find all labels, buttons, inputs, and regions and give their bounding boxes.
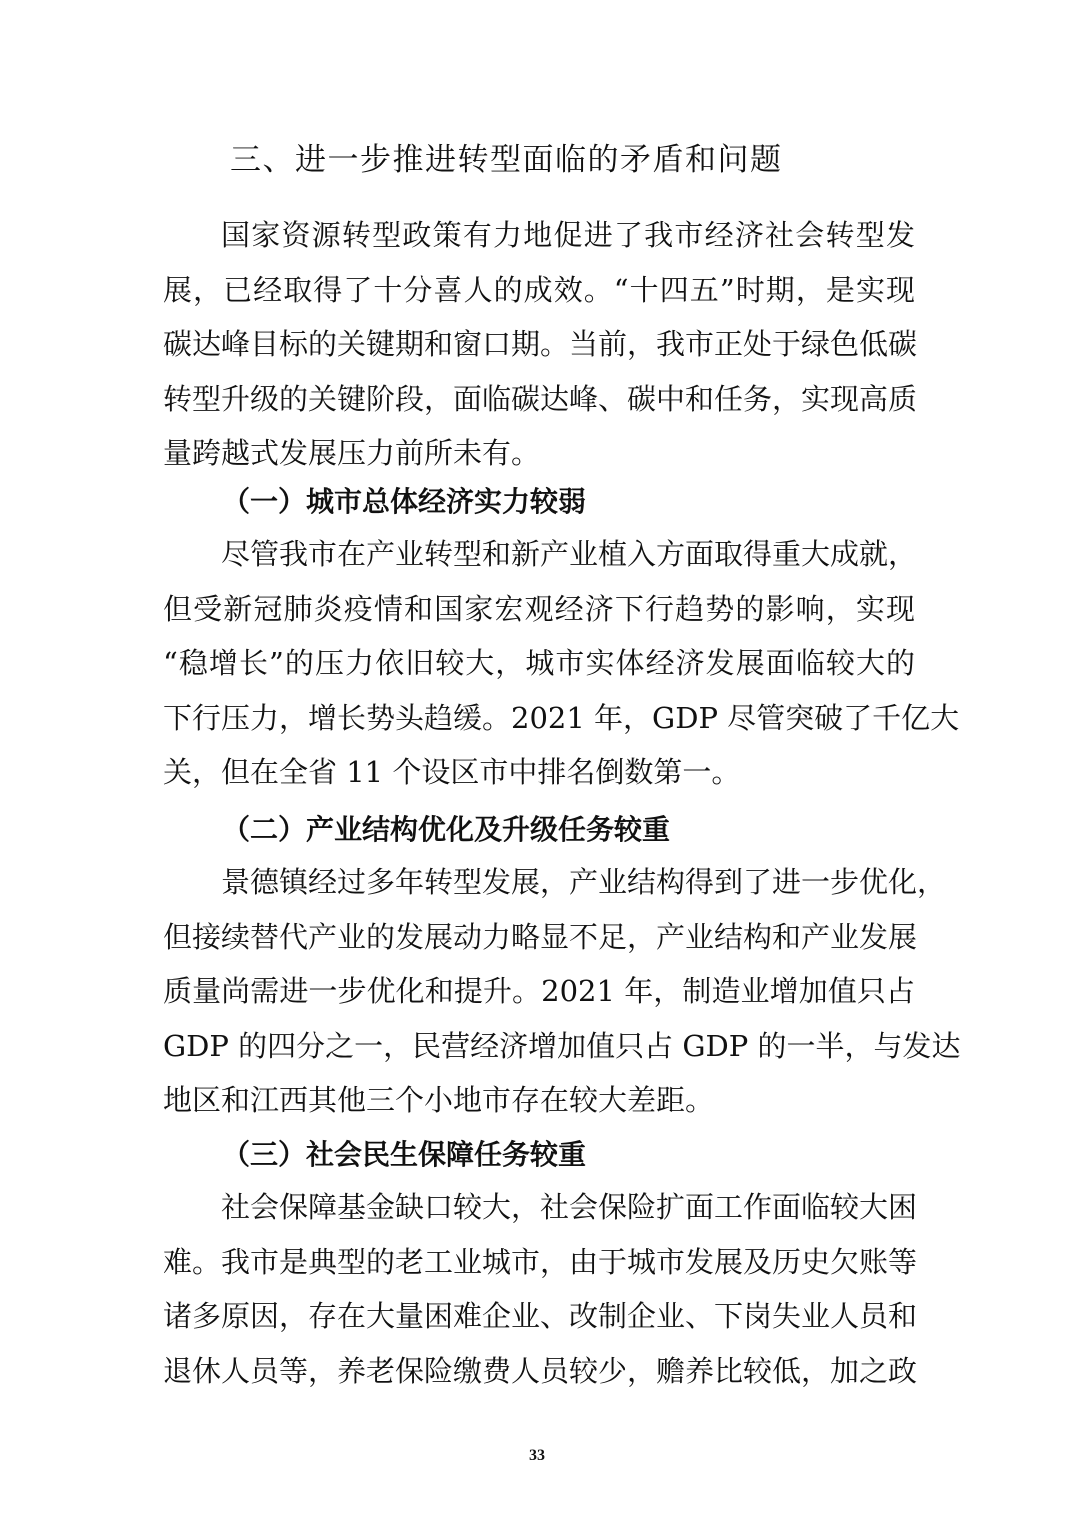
subsection-heading-2: （二）产业结构优化及升级任务较重 — [222, 813, 671, 846]
subsection-heading-1: （一）城市总体经济实力较弱 — [222, 485, 587, 518]
paragraph-line: 但受新冠肺炎疫情和国家宏观经济下行趋势的影响，实现 — [163, 591, 915, 626]
paragraph-line: 碳达峰目标的关键期和窗口期。当前，我市正处于绿色低碳 — [163, 327, 918, 361]
subsection-paragraph-3 — [163, 1180, 918, 1398]
paragraph-line: 地区和江西其他三个小地市存在较大差距。 — [163, 1083, 715, 1117]
subsection-heading-3: （三）社会民生保障任务较重 — [222, 1138, 587, 1171]
paragraph-line: 景德镇经过多年转型发展，产业结构得到了进一步优化， — [221, 865, 947, 899]
paragraph-line: 质量尚需进一步优化和提升。2021 年，制造业增加值只占 — [163, 974, 915, 1008]
paragraph-line: 下行压力，增长势头趋缓。2021 年，GDP 尽管突破了千亿大 — [163, 700, 960, 735]
paragraph-line: “稳增长”的压力依旧较大，城市实体经济发展面临较大的 — [163, 646, 915, 680]
paragraph-line: 但接续替代产业的发展动力略显不足，产业结构和产业发展 — [163, 919, 918, 954]
paragraph-line: 尽管我市在产业转型和新产业植入方面取得重大成就， — [221, 537, 918, 571]
subsection-paragraph-1 — [163, 527, 960, 800]
paragraph-line: 难。我市是典型的老工业城市，由于城市发展及历史欠账等 — [163, 1244, 918, 1279]
intro-paragraph — [163, 208, 918, 481]
paragraph-line: 展，已经取得了十分喜人的成效。“十四五”时期，是实现 — [163, 272, 915, 307]
paragraph-line: 社会保障基金缺口较大，社会保险扩面工作面临较大困 — [221, 1190, 918, 1224]
paragraph-line: 关，但在全省 11 个设区市中排名倒数第一。 — [163, 755, 741, 789]
paragraph-line: 转型升级的关键阶段，面临碳达峰、碳中和任务，实现高质 — [163, 381, 918, 416]
paragraph-line: GDP 的四分之一，民营经济增加值只占 GDP 的一半，与发达 — [163, 1028, 961, 1063]
paragraph-line: 退休人员等，养老保险缴费人员较少，赡养比较低，加之政 — [163, 1353, 918, 1388]
subsection-paragraph-2 — [163, 855, 961, 1128]
page-number: 33 — [529, 1447, 545, 1464]
paragraph-line: 诸多原因，存在大量困难企业、改制企业、下岗失业人员和 — [163, 1299, 918, 1333]
paragraph-line: 量跨越式发展压力前所未有。 — [163, 436, 541, 470]
paragraph-line: 国家资源转型政策有力地促进了我市经济社会转型发 — [221, 218, 915, 252]
section-heading: 三、进一步推进转型面临的矛盾和问题 — [230, 142, 783, 178]
